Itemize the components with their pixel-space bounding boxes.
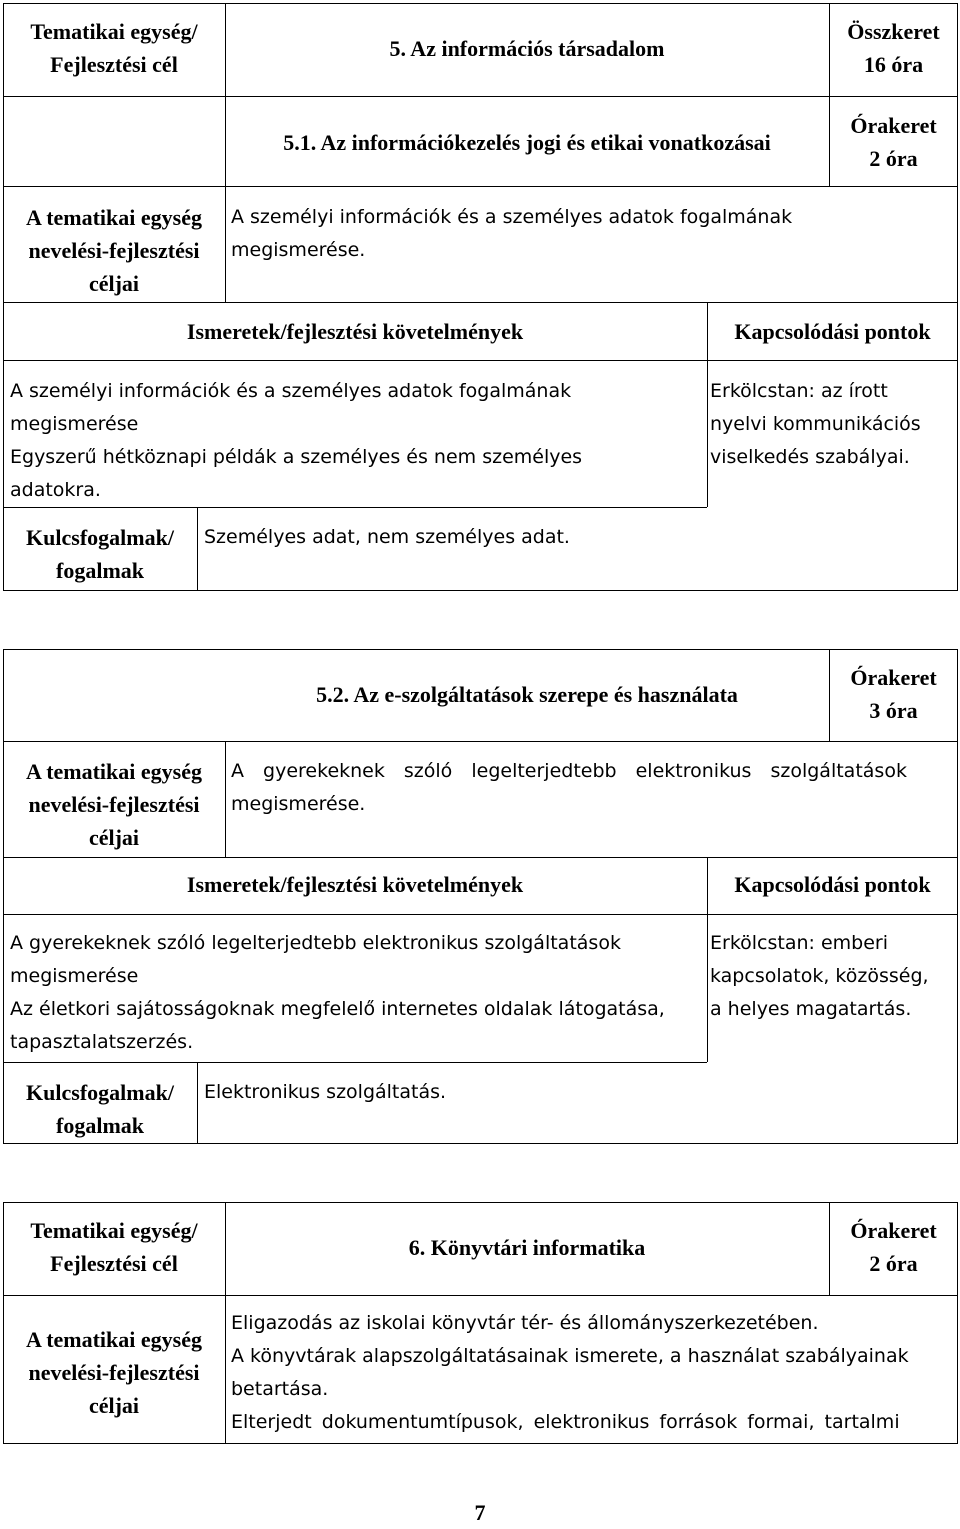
hours-frame-2: Órakeret 3 óra — [850, 665, 937, 723]
total-hours: Összkeret 16 óra — [847, 19, 940, 77]
unit-title: 5. Az információs társadalom — [389, 36, 665, 61]
connections-text-2: Erkölcstan: emberi kapcsolatok, közösség, a helyes magatartás. — [710, 932, 929, 1020]
page-number: 7 — [474, 1500, 486, 1525]
unit-header-label-3: Tematikai egység/ Fejlesztési cél — [30, 1218, 198, 1276]
hours-frame-3: Órakeret 2 óra — [850, 1218, 937, 1276]
requirements-header-2: Ismeretek/fejlesztési követelmények — [186, 872, 524, 897]
unit-title-3: 6. Könyvtári informatika — [408, 1235, 646, 1260]
unit-header-label: Tematikai egység/ Fejlesztési cél — [30, 19, 198, 77]
connections-header: Kapcsolódási pontok — [734, 319, 931, 344]
goals-text-3: Eligazodás az iskolai könyvtár tér- és állományszerkezetében. A könyvtárak alapszolgáltatásainak ismerete, a használat szabályainak betartása. Elterjedt dokumentumtípusok, elektronikus források formai, tartalmi — [231, 1312, 909, 1433]
goals-label-3: A tematikai egység nevelési-fejlesztési céljai — [26, 1327, 202, 1418]
requirements-text-2: A gyerekeknek szóló legelterjedtebb elektronikus szolgáltatások megismerése Az életkori sajátosságoknak megfelelő internetes oldalak látogatása, tapasztalatszerzés. — [10, 932, 665, 1053]
keywords-text: Személyes adat, nem személyes adat. — [204, 526, 570, 548]
requirements-text: A személyi információk és a személyes adatok fogalmának megismerése Egyszerű hétköznapi példák a személyes és nem személyes adatokra. — [10, 380, 583, 501]
goals-label-2: A tematikai egység nevelési-fejlesztési céljai — [26, 759, 202, 850]
goals-label: A tematikai egység nevelési-fejlesztési céljai — [26, 205, 202, 296]
keywords-label: Kulcsfogalmak/ fogalmak — [26, 525, 174, 583]
hours-frame: Órakeret 2 óra — [850, 113, 937, 171]
connections-header-2: Kapcsolódási pontok — [734, 872, 931, 897]
connections-text: Erkölcstan: az írott nyelvi kommunikációs viselkedés szabályai. — [710, 380, 921, 468]
subunit-title-2: 5.2. Az e-szolgáltatások szerepe és használata — [316, 682, 738, 707]
subunit-title: 5.1. Az információkezelés jogi és etikai vonatkozásai — [283, 130, 771, 155]
requirements-header: Ismeretek/fejlesztési követelmények — [186, 319, 524, 344]
goals-text: A személyi információk és a személyes adatok fogalmának megismerése. — [231, 206, 793, 261]
keywords-text-2: Elektronikus szolgáltatás. — [204, 1081, 447, 1103]
keywords-label-2: Kulcsfogalmak/ fogalmak — [26, 1080, 174, 1138]
goals-text-2: A gyerekeknek szóló legelterjedtebb elektronikus szolgáltatások megismerése. — [231, 760, 907, 815]
